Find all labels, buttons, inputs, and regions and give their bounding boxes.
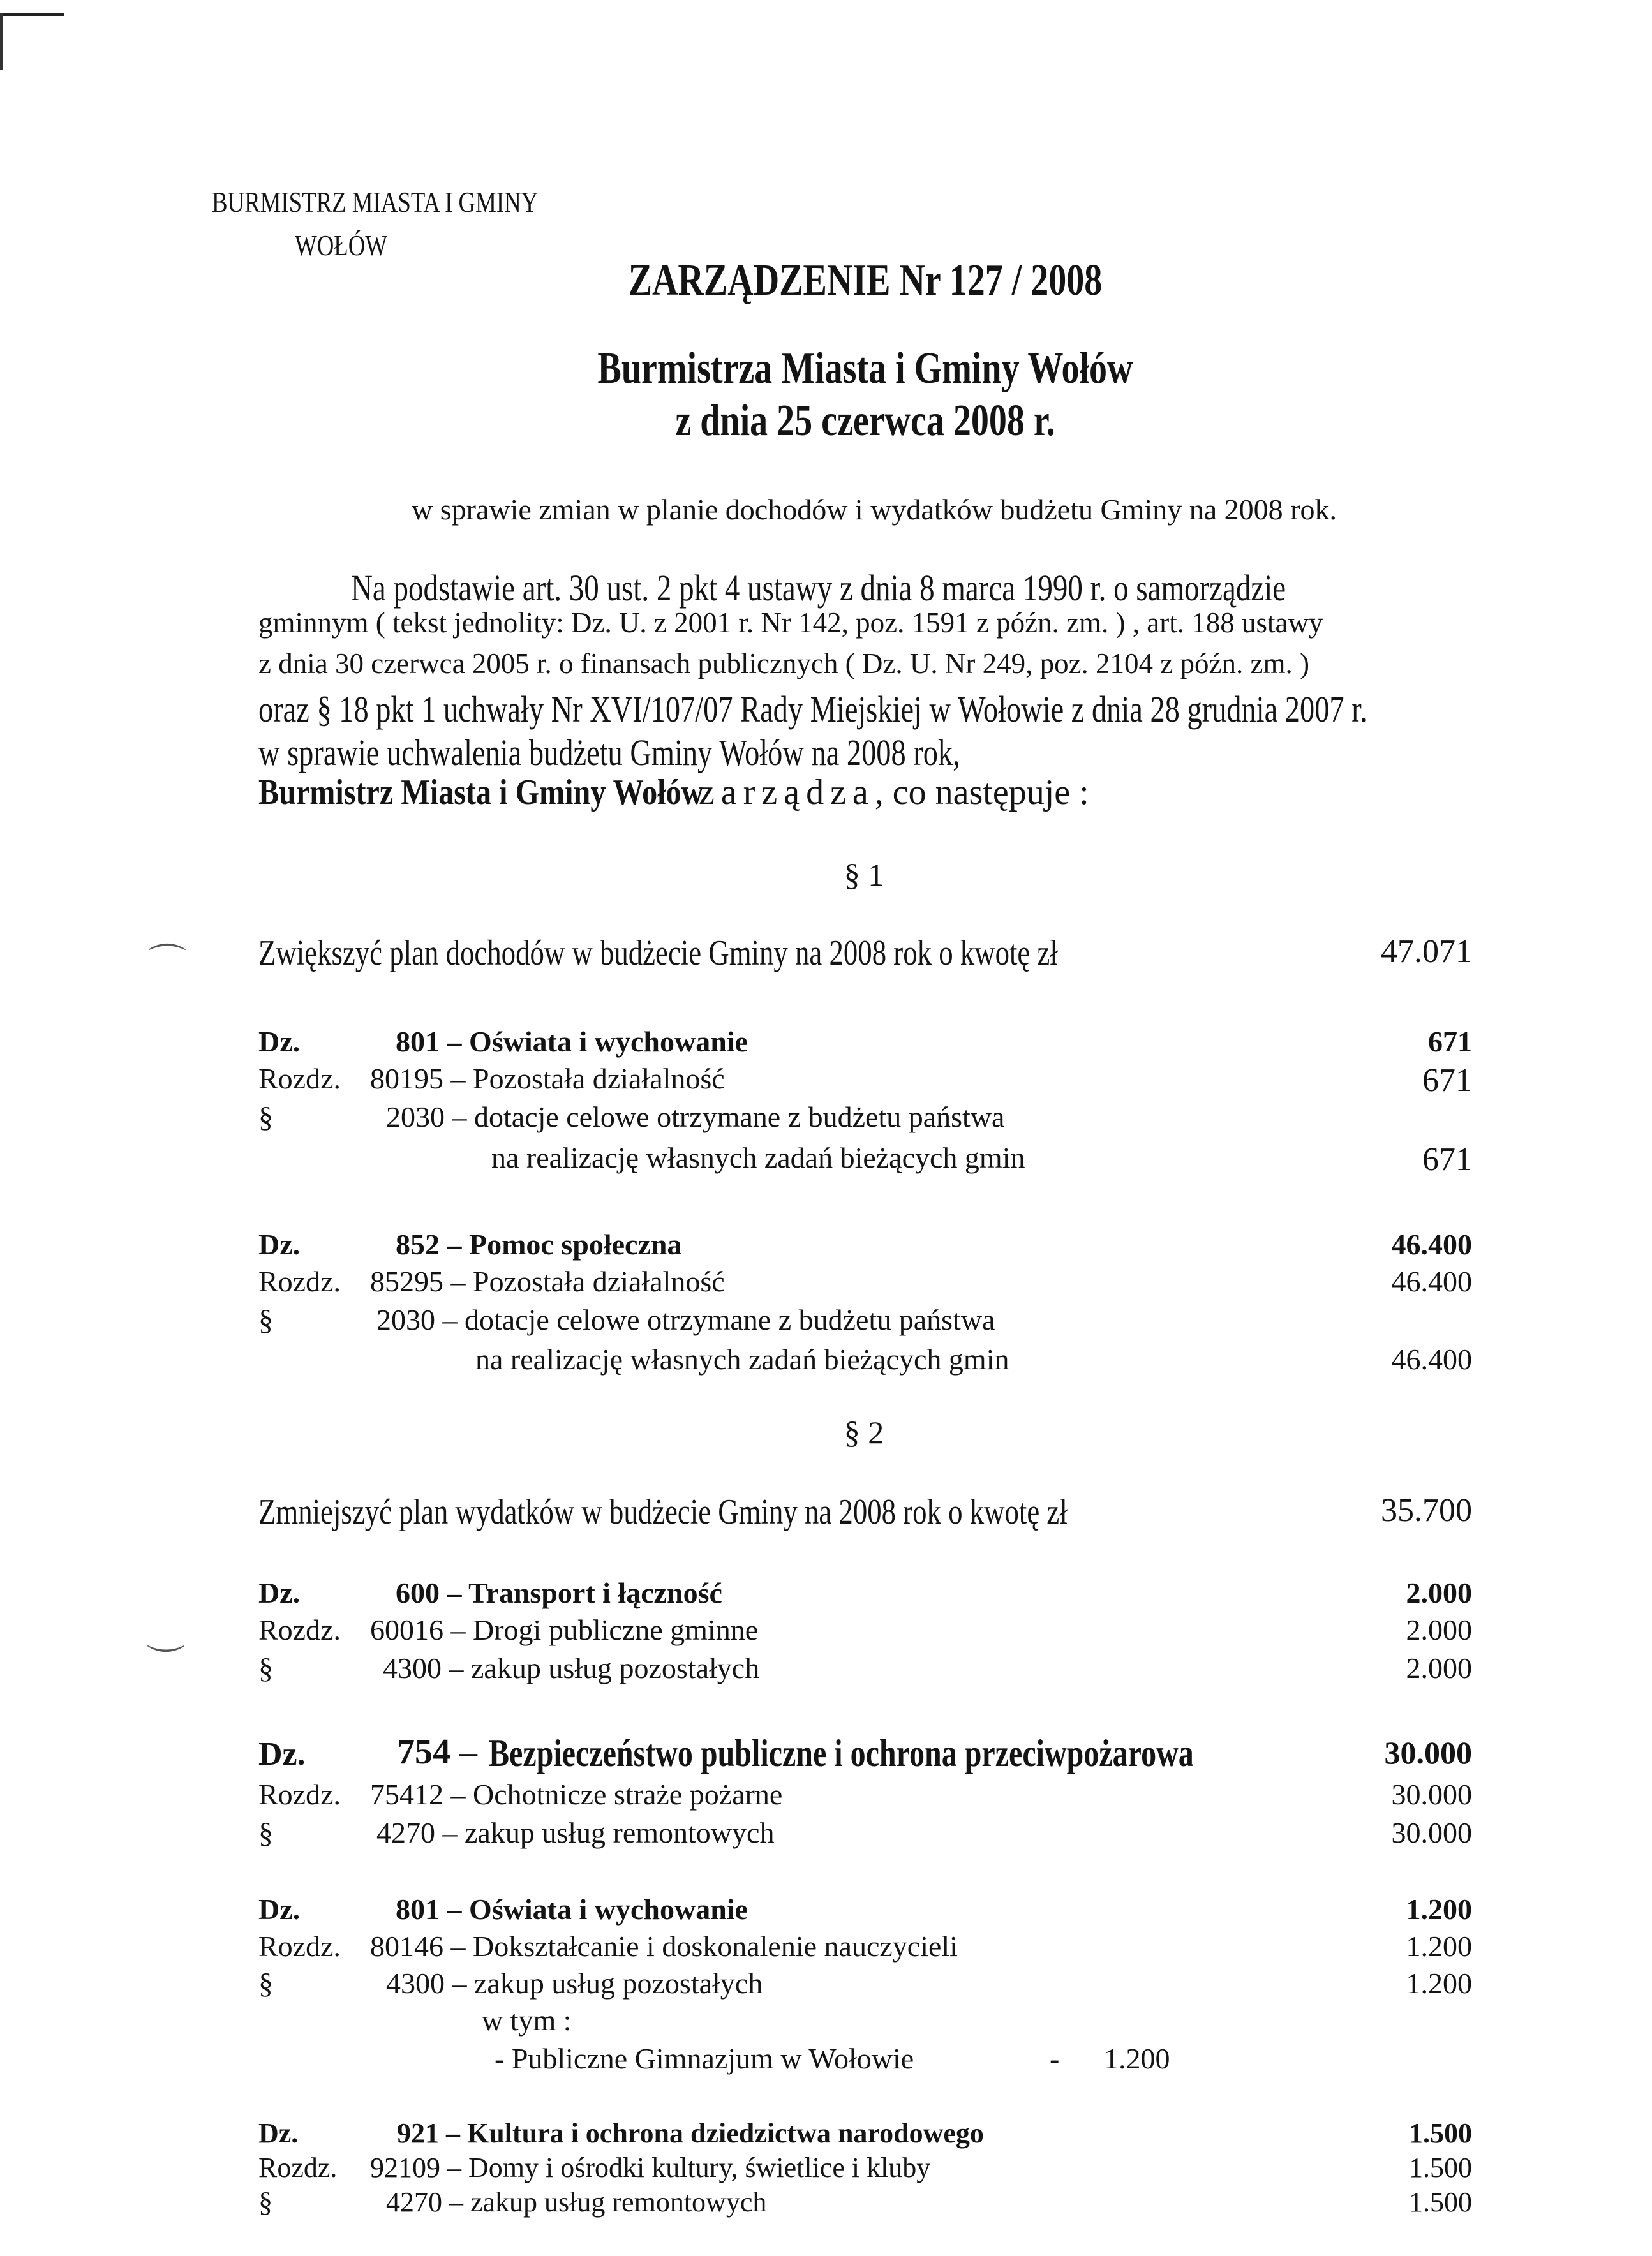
breakdown-amount: 1.200 <box>1104 2042 1170 2075</box>
preamble-line: z dnia 30 czerwca 2005 r. o finansach publicznych ( Dz. U. Nr 249, poz. 2104 z późn. zm. ) <box>258 648 1309 679</box>
dz-label: Dz. <box>258 2118 299 2149</box>
rozdz-title: 92109 – Domy i ośrodki kultury, świetlice i kluby <box>370 2152 931 2183</box>
preamble-issuer: Burmistrz Miasta i Gminy Wołów <box>258 773 704 812</box>
paragraph-label: § <box>258 1967 273 2000</box>
dz-title: 600 – Transport i łączność <box>396 1577 722 1609</box>
section-1-total: 47.071 <box>1381 933 1472 970</box>
preamble-line: oraz § 18 pkt 1 uchwały Nr XVI/107/07 Rady Miejskiej w Wołowie z dnia 28 grudnia 2007 r. <box>258 688 1367 730</box>
preamble-decree-rest: , co następuje : <box>874 773 1089 812</box>
hole-punch-mark: ⌒ <box>147 1610 185 1654</box>
dz-amount: 1.200 <box>1406 1893 1472 1926</box>
preamble-line: Na podstawie art. 30 ust. 2 pkt 4 ustawy z dnia 8 marca 1990 r. o samorządzie <box>351 567 1286 609</box>
dz-label: Dz. <box>258 1736 306 1772</box>
paragraph-amount: 30.000 <box>1391 1816 1472 1849</box>
paragraph-title-cont: na realizację własnych zadań bieżących gmin <box>475 1343 1009 1376</box>
paragraph-title: 2030 – dotacje celowe otrzymane z budżetu państwa <box>376 1303 995 1336</box>
paragraph-label: § <box>258 1101 273 1133</box>
issuer-title: Burmistrza Miasta i Gminy Wołów <box>597 344 1133 393</box>
dz-label: Dz. <box>258 1893 301 1926</box>
paragraph-title: 4270 – zakup usług remontowych <box>376 1816 775 1849</box>
paragraph-amount: 2.000 <box>1406 1652 1472 1684</box>
rozdz-label: Rozdz. <box>258 1778 341 1811</box>
breakdown-label: w tym : <box>482 2004 572 2037</box>
paragraph-label: § <box>258 2186 272 2218</box>
subject-line: w sprawie zmian w planie dochodów i wydatków budżetu Gminy na 2008 rok. <box>412 493 1337 526</box>
paragraph-label: § <box>258 1652 273 1684</box>
rozdz-title: 60016 – Drogi publiczne gminne <box>370 1614 759 1646</box>
paragraph-amount: 671 <box>1422 1141 1472 1178</box>
section-1-mark: § 1 <box>844 857 884 893</box>
paragraph-title: 4300 – zakup usług pozostałych <box>383 1652 760 1684</box>
dz-amount: 30.000 <box>1384 1735 1472 1770</box>
paragraph-label: § <box>258 1303 273 1336</box>
dz-amount: 46.400 <box>1391 1228 1472 1261</box>
dz-title: 852 – Pomoc społeczna <box>396 1228 682 1261</box>
rozdz-label: Rozdz. <box>258 1614 341 1646</box>
paragraph-title-cont: na realizację własnych zadań bieżących gmin <box>491 1141 1025 1174</box>
document-title: ZARZĄDZENIE Nr 127 / 2008 <box>628 256 1103 305</box>
rozdz-amount: 30.000 <box>1391 1778 1472 1811</box>
issuer-line-1: BURMISTRZ MIASTA I GMINY <box>212 186 539 218</box>
rozdz-title: 80146 – Dokształcanie i doskonalenie nauczycieli <box>370 1930 958 1963</box>
rozdz-label: Rozdz. <box>258 1062 341 1095</box>
dz-title: Bezpieczeństwo publiczne i ochrona przeciwpożarowa <box>489 1732 1194 1774</box>
preamble-decree-word: zarządza <box>699 773 875 812</box>
dz-label: Dz. <box>258 1228 301 1261</box>
rozdz-title: 75412 – Ochotnicze straże pożarne <box>370 1778 783 1811</box>
rozdz-title: 80195 – Pozostała działalność <box>370 1062 725 1095</box>
rozdz-title: 85295 – Pozostała działalność <box>370 1265 725 1298</box>
breakdown-dash: - <box>1050 2042 1060 2075</box>
dz-amount: 2.000 <box>1406 1577 1472 1609</box>
dz-title: 801 – Oświata i wychowanie <box>396 1893 748 1926</box>
paragraph-title: 2030 – dotacje celowe otrzymane z budżetu państwa <box>386 1101 1005 1133</box>
paragraph-amount: 1.500 <box>1409 2186 1472 2218</box>
preamble-decision-line <box>258 772 1089 813</box>
issuer-line-2: WOŁÓW <box>295 229 388 262</box>
section-2-total: 35.700 <box>1381 1492 1472 1529</box>
dz-title: 801 – Oświata i wychowanie <box>396 1025 748 1058</box>
section-2-mark: § 2 <box>844 1414 884 1450</box>
rozdz-label: Rozdz. <box>258 2152 338 2183</box>
dz-amount: 1.500 <box>1409 2118 1472 2149</box>
rozdz-amount: 2.000 <box>1406 1614 1472 1646</box>
dz-label: Dz. <box>258 1025 301 1058</box>
rozdz-amount: 1.200 <box>1406 1930 1472 1963</box>
rozdz-amount: 671 <box>1422 1062 1472 1099</box>
dz-label: Dz. <box>258 1577 301 1609</box>
paragraph-title: 4270 – zakup usług remontowych <box>386 2186 767 2218</box>
section-1-intro: Zwiększyć plan dochodów w budżecie Gminy na 2008 rok o kwotę zł <box>258 933 1058 973</box>
scan-edge-mark <box>0 13 3 70</box>
dz-amount: 671 <box>1428 1025 1472 1058</box>
paragraph-label: § <box>258 1816 273 1849</box>
dz-number: 754 – <box>397 1732 477 1772</box>
hole-punch-mark: ⌒ <box>148 941 186 986</box>
preamble-line: w sprawie uchwalenia budżetu Gminy Wołów na 2008 rok, <box>258 732 960 773</box>
rozdz-amount: 46.400 <box>1391 1265 1472 1298</box>
paragraph-amount: 1.200 <box>1406 1967 1472 2000</box>
paragraph-title: 4300 – zakup usług pozostałych <box>386 1967 763 2000</box>
paragraph-amount: 46.400 <box>1391 1343 1472 1376</box>
issue-date: z dnia 25 czerwca 2008 r. <box>675 396 1055 445</box>
breakdown-item: - Publiczne Gimnazjum w Wołowie <box>495 2042 914 2075</box>
section-2-intro: Zmniejszyć plan wydatków w budżecie Gminy na 2008 rok o kwotę zł <box>258 1492 1068 1532</box>
dz-title: 921 – Kultura i ochrona dziedzictwa narodowego <box>397 2118 984 2149</box>
rozdz-amount: 1.500 <box>1409 2152 1472 2183</box>
scan-edge-mark <box>0 13 64 16</box>
preamble-line: gminnym ( tekst jednolity: Dz. U. z 2001 r. Nr 142, poz. 1591 z późn. zm. ) , art. 188 ustawy <box>258 607 1323 639</box>
rozdz-label: Rozdz. <box>258 1930 341 1963</box>
rozdz-label: Rozdz. <box>258 1265 341 1298</box>
